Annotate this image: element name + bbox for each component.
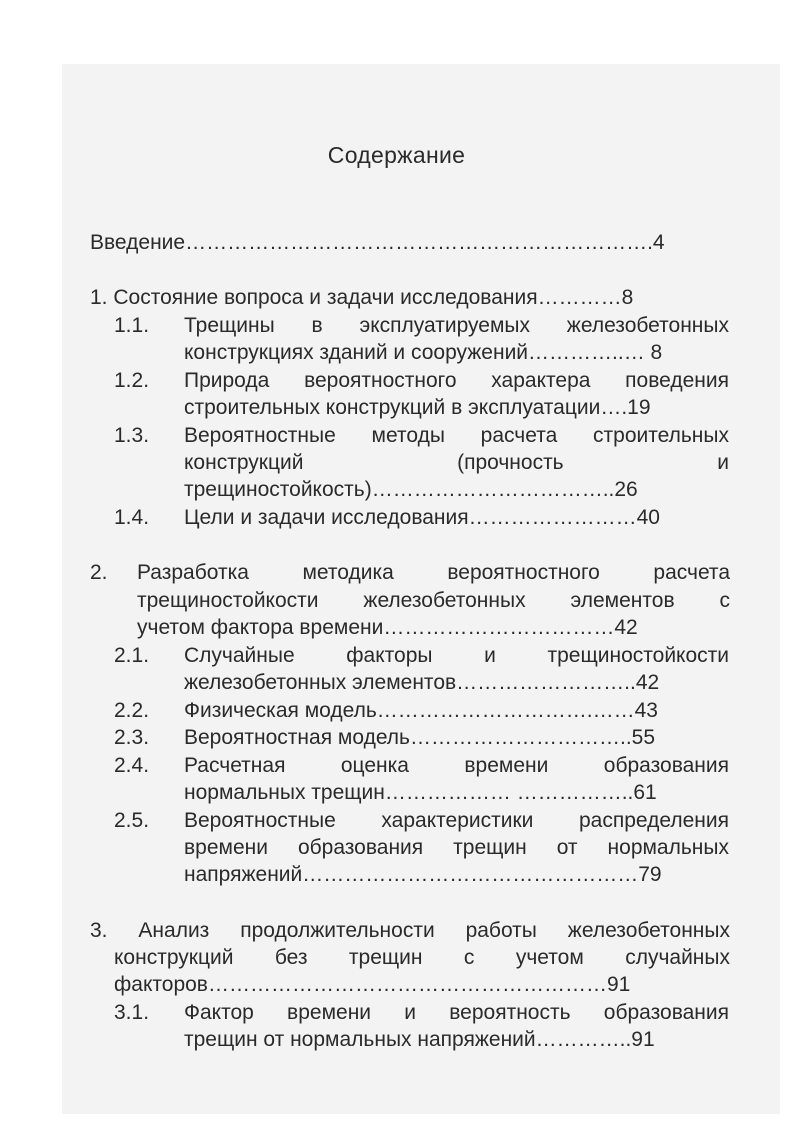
toc-chapter-1: 1. Состояние вопроса и задачи исследования…………8 [90,286,634,309]
toc-section-1-2-number: 1.2. [114,369,150,392]
toc-chapter-2-line-1: Разработка методика вероятностного расчета [137,561,730,584]
toc-section-2-3-number: 2.3. [114,726,150,749]
toc-section-1-2-line-2: строительных конструкций в эксплуатации….19 [184,396,651,419]
page-title: Содержание [327,142,466,168]
toc-section-1-4-number: 1.4. [114,506,150,529]
toc-section-1-2-line-1: Природа вероятностного характера поведения [184,369,729,392]
toc-section-2-4-line-2: нормальных трещин……………… ……………..61 [184,781,657,804]
toc-section-2-2-number: 2.2. [114,699,150,722]
toc-section-2-2-line-1: Физическая модель………………………….……43 [184,699,658,722]
toc-section-2-1-line-2: железобетонных элементов……………………..42 [184,671,660,694]
toc-section-2-3-line-1: Вероятностная модель…………………………..55 [184,726,656,749]
toc-chapter-2-line-3: учетом фактора времени……………………………42 [137,616,638,639]
toc-section-3-1-line-1: Фактор времени и вероятность образования [184,1001,729,1024]
toc-section-2-5-line-3: напряжений…………………………………………79 [184,863,662,886]
toc-section-3-1-line-2: трещин от нормальных напряжений…………..91 [184,1028,655,1051]
toc-section-2-4-line-1: Расчетная оценка времени образования [184,754,729,777]
toc-section-1-3-line-3: трещиностойкость)……………………………..26 [184,478,638,501]
toc-section-2-5-number: 2.5. [114,809,150,832]
toc-section-2-5-line-2: времени образования трещин от нормальных [184,836,729,859]
toc-section-1-1-line-2: конструкциях зданий и сооружений…………..… 8 [184,341,663,364]
toc-section-1-1-line-1: Трещины в эксплуатируемых железобетонных [184,314,729,337]
toc-section-1-1-number: 1.1. [114,314,150,337]
toc-section-1-4-line-1: Цели и задачи исследования……………………40 [184,506,660,529]
toc-section-2-1-number: 2.1. [114,644,150,667]
toc-chapter-2-number: 2. [90,561,108,584]
toc-section-1-3-number: 1.3. [114,424,150,447]
toc-chapter-3-line-2: конструкций без трещин с учетом случайных [114,946,730,969]
toc-section-1-3-line-2: конструкций (прочность и [184,451,729,474]
toc-entry-intro: Введение………………………………………………………….4 [90,231,665,254]
toc-chapter-3-line-1: 3. Анализ продолжительности работы железобетонных [90,919,730,942]
toc-section-1-3-line-1: Вероятностные методы расчета строительных [184,424,729,447]
toc-chapter-3-line-3: факторов…………………………………………………91 [114,973,631,996]
toc-section-2-5-line-1: Вероятностные характеристики распределения [184,809,729,832]
toc-section-2-1-line-1: Случайные факторы и трещиностойкости [184,644,729,667]
toc-chapter-2-line-2: трещиностойкости железобетонных элементов с [137,589,730,612]
toc-section-2-4-number: 2.4. [114,754,150,777]
toc-section-3-1-number: 3.1. [114,1001,150,1024]
